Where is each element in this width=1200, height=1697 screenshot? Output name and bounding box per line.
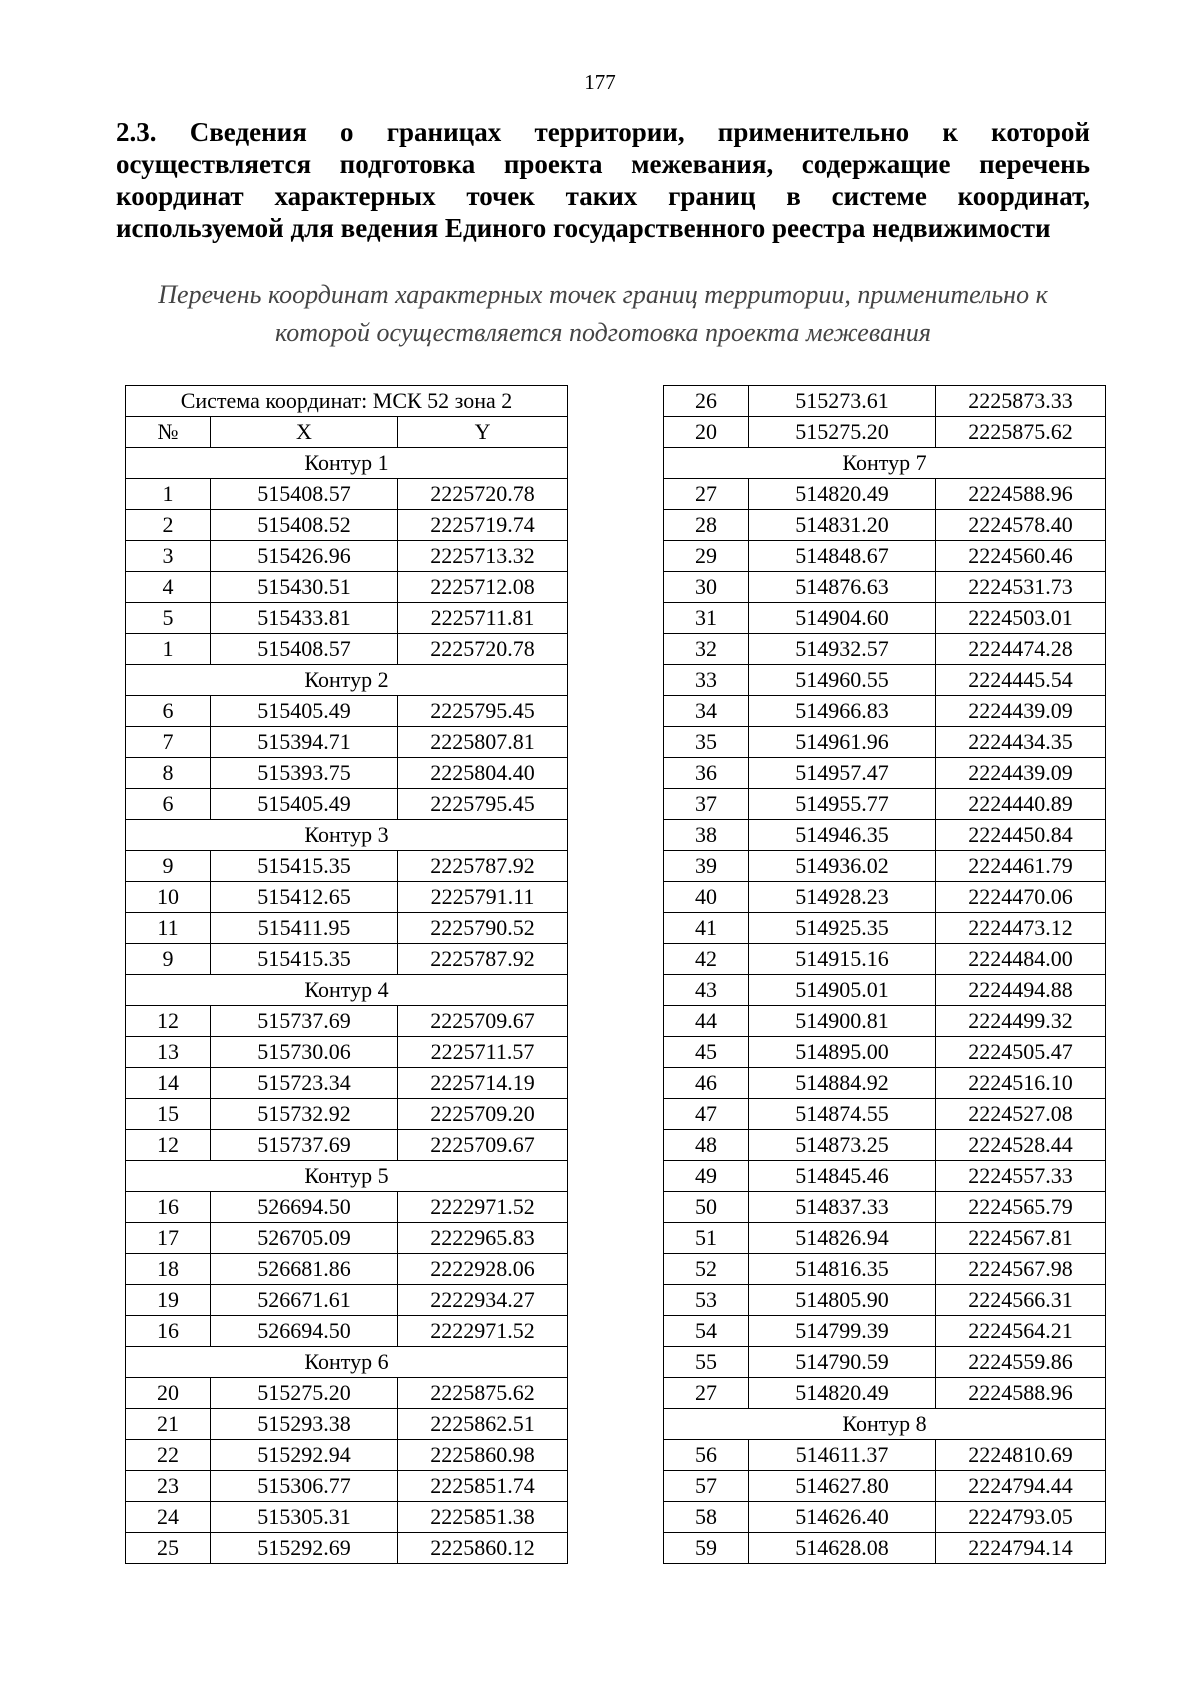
table-row <box>126 1192 568 1223</box>
x-coordinate-cell: 514904.60 <box>749 603 936 634</box>
table-row <box>126 851 568 882</box>
x-coordinate-cell: 515737.69 <box>211 1006 398 1037</box>
x-coordinate-cell: 515394.71 <box>211 727 398 758</box>
table-row <box>126 1440 568 1471</box>
x-coordinate-cell: 514816.35 <box>749 1254 936 1285</box>
y-coordinate-cell: 2224567.81 <box>936 1223 1106 1254</box>
point-number-cell: 17 <box>126 1223 211 1254</box>
point-number-cell: 12 <box>126 1130 211 1161</box>
point-number-cell: 1 <box>126 634 211 665</box>
point-number-cell: 36 <box>664 758 749 789</box>
x-coordinate-cell: 515730.06 <box>211 1037 398 1068</box>
y-coordinate-cell: 2224440.89 <box>936 789 1106 820</box>
table-row <box>664 510 1106 541</box>
contour-row <box>126 448 568 479</box>
y-coordinate-cell: 2222971.52 <box>398 1316 568 1347</box>
table-caption: Перечень координат характерных точек границ территории, применительно к которой осуществляется подготовка проекта межевания <box>158 280 1048 347</box>
table-row <box>664 1130 1106 1161</box>
x-coordinate-cell: 514820.49 <box>749 1378 936 1409</box>
table-row <box>126 913 568 944</box>
y-coordinate-cell: 2224516.10 <box>936 1068 1106 1099</box>
y-coordinate-cell: 2225851.38 <box>398 1502 568 1533</box>
table-row <box>126 1223 568 1254</box>
x-coordinate-cell: 515430.51 <box>211 572 398 603</box>
x-coordinate-cell: 515408.57 <box>211 634 398 665</box>
table-row <box>664 1037 1106 1068</box>
table-row <box>664 727 1106 758</box>
x-coordinate-cell: 514932.57 <box>749 634 936 665</box>
x-coordinate-cell: 515732.92 <box>211 1099 398 1130</box>
table-row <box>126 944 568 975</box>
y-coordinate-cell: 2225875.62 <box>936 417 1106 448</box>
y-coordinate-cell: 2225860.98 <box>398 1440 568 1471</box>
point-number-cell: 29 <box>664 541 749 572</box>
point-number-cell: 49 <box>664 1161 749 1192</box>
y-coordinate-cell: 2225851.74 <box>398 1471 568 1502</box>
y-coordinate-cell: 2225791.11 <box>398 882 568 913</box>
table-row <box>664 1378 1106 1409</box>
point-number-cell: 34 <box>664 696 749 727</box>
x-coordinate-cell: 515405.49 <box>211 789 398 820</box>
y-coordinate-cell: 2224793.05 <box>936 1502 1106 1533</box>
y-coordinate-cell: 2224505.47 <box>936 1037 1106 1068</box>
table-row <box>126 510 568 541</box>
point-number-cell: 37 <box>664 789 749 820</box>
point-number-cell: 3 <box>126 541 211 572</box>
y-coordinate-cell: 2225804.40 <box>398 758 568 789</box>
table-row <box>126 1037 568 1068</box>
x-coordinate-cell: 515273.61 <box>749 386 936 417</box>
table-row <box>126 1533 568 1564</box>
table-row <box>664 572 1106 603</box>
x-coordinate-cell: 514611.37 <box>749 1440 936 1471</box>
table-row <box>664 758 1106 789</box>
table-row <box>664 541 1106 572</box>
column-header-x: X <box>211 417 398 448</box>
x-coordinate-cell: 514626.40 <box>749 1502 936 1533</box>
y-coordinate-cell: 2225862.51 <box>398 1409 568 1440</box>
x-coordinate-cell: 514799.39 <box>749 1316 936 1347</box>
y-coordinate-cell: 2225720.78 <box>398 634 568 665</box>
point-number-cell: 10 <box>126 882 211 913</box>
point-number-cell: 20 <box>664 417 749 448</box>
table-row <box>664 603 1106 634</box>
y-coordinate-cell: 2224578.40 <box>936 510 1106 541</box>
x-coordinate-cell: 515275.20 <box>749 417 936 448</box>
x-coordinate-cell: 514848.67 <box>749 541 936 572</box>
x-coordinate-cell: 526705.09 <box>211 1223 398 1254</box>
column-header-y: Y <box>398 417 568 448</box>
point-number-cell: 24 <box>126 1502 211 1533</box>
table-row <box>126 572 568 603</box>
y-coordinate-cell: 2224560.46 <box>936 541 1106 572</box>
x-coordinate-cell: 514876.63 <box>749 572 936 603</box>
table-row <box>126 1409 568 1440</box>
point-number-cell: 8 <box>126 758 211 789</box>
x-coordinate-cell: 514957.47 <box>749 758 936 789</box>
table-row <box>664 944 1106 975</box>
y-coordinate-cell: 2224439.09 <box>936 696 1106 727</box>
y-coordinate-cell: 2224499.32 <box>936 1006 1106 1037</box>
x-coordinate-cell: 514845.46 <box>749 1161 936 1192</box>
point-number-cell: 21 <box>126 1409 211 1440</box>
y-coordinate-cell: 2225720.78 <box>398 479 568 510</box>
point-number-cell: 41 <box>664 913 749 944</box>
table-row <box>664 975 1106 1006</box>
table-row <box>126 479 568 510</box>
y-coordinate-cell: 2224470.06 <box>936 882 1106 913</box>
y-coordinate-cell: 2224588.96 <box>936 1378 1106 1409</box>
point-number-cell: 18 <box>126 1254 211 1285</box>
table-row <box>126 727 568 758</box>
point-number-cell: 2 <box>126 510 211 541</box>
point-number-cell: 48 <box>664 1130 749 1161</box>
x-coordinate-cell: 515306.77 <box>211 1471 398 1502</box>
table-row <box>664 1006 1106 1037</box>
contour-label: Контур 5 <box>126 1161 568 1192</box>
point-number-cell: 19 <box>126 1285 211 1316</box>
point-number-cell: 25 <box>126 1533 211 1564</box>
point-number-cell: 16 <box>126 1192 211 1223</box>
table-row <box>126 696 568 727</box>
point-number-cell: 11 <box>126 913 211 944</box>
point-number-cell: 39 <box>664 851 749 882</box>
header-row <box>126 417 568 448</box>
page-number: 177 <box>584 70 616 94</box>
table-row <box>664 479 1106 510</box>
x-coordinate-cell: 514900.81 <box>749 1006 936 1037</box>
x-coordinate-cell: 514905.01 <box>749 975 936 1006</box>
x-coordinate-cell: 526694.50 <box>211 1192 398 1223</box>
table-row <box>664 1347 1106 1378</box>
table-row <box>664 913 1106 944</box>
y-coordinate-cell: 2224527.08 <box>936 1099 1106 1130</box>
table-row <box>664 665 1106 696</box>
point-number-cell: 44 <box>664 1006 749 1037</box>
y-coordinate-cell: 2225714.19 <box>398 1068 568 1099</box>
table-row <box>664 1533 1106 1564</box>
x-coordinate-cell: 514946.35 <box>749 820 936 851</box>
x-coordinate-cell: 514790.59 <box>749 1347 936 1378</box>
y-coordinate-cell: 2225713.32 <box>398 541 568 572</box>
point-number-cell: 51 <box>664 1223 749 1254</box>
table-row <box>126 1285 568 1316</box>
x-coordinate-cell: 515408.57 <box>211 479 398 510</box>
point-number-cell: 46 <box>664 1068 749 1099</box>
y-coordinate-cell: 2225787.92 <box>398 944 568 975</box>
contour-row <box>664 1409 1106 1440</box>
x-coordinate-cell: 514960.55 <box>749 665 936 696</box>
table-row <box>664 1192 1106 1223</box>
x-coordinate-cell: 515415.35 <box>211 851 398 882</box>
table-row <box>664 1502 1106 1533</box>
point-number-cell: 16 <box>126 1316 211 1347</box>
point-number-cell: 9 <box>126 944 211 975</box>
x-coordinate-cell: 514928.23 <box>749 882 936 913</box>
table-row <box>126 1130 568 1161</box>
point-number-cell: 38 <box>664 820 749 851</box>
y-coordinate-cell: 2225807.81 <box>398 727 568 758</box>
table-row <box>126 1006 568 1037</box>
point-number-cell: 42 <box>664 944 749 975</box>
x-coordinate-cell: 514915.16 <box>749 944 936 975</box>
coordinates-table-left <box>125 385 568 1564</box>
table-row <box>664 417 1106 448</box>
x-coordinate-cell: 514628.08 <box>749 1533 936 1564</box>
x-coordinate-cell: 515433.81 <box>211 603 398 634</box>
y-coordinate-cell: 2224565.79 <box>936 1192 1106 1223</box>
y-coordinate-cell: 2224473.12 <box>936 913 1106 944</box>
table-row <box>664 1099 1106 1130</box>
x-coordinate-cell: 515405.49 <box>211 696 398 727</box>
x-coordinate-cell: 526694.50 <box>211 1316 398 1347</box>
y-coordinate-cell: 2224531.73 <box>936 572 1106 603</box>
table-row <box>126 1068 568 1099</box>
point-number-cell: 14 <box>126 1068 211 1099</box>
table-row <box>664 820 1106 851</box>
x-coordinate-cell: 514955.77 <box>749 789 936 820</box>
table-row <box>126 789 568 820</box>
x-coordinate-cell: 515412.65 <box>211 882 398 913</box>
y-coordinate-cell: 2225719.74 <box>398 510 568 541</box>
table-row <box>664 1440 1106 1471</box>
contour-row <box>664 448 1106 479</box>
x-coordinate-cell: 514961.96 <box>749 727 936 758</box>
x-coordinate-cell: 515737.69 <box>211 1130 398 1161</box>
contour-label: Контур 4 <box>126 975 568 1006</box>
point-number-cell: 27 <box>664 1378 749 1409</box>
point-number-cell: 6 <box>126 696 211 727</box>
point-number-cell: 59 <box>664 1533 749 1564</box>
point-number-cell: 12 <box>126 1006 211 1037</box>
point-number-cell: 27 <box>664 479 749 510</box>
y-coordinate-cell: 2224588.96 <box>936 479 1106 510</box>
point-number-cell: 26 <box>664 386 749 417</box>
y-coordinate-cell: 2225709.20 <box>398 1099 568 1130</box>
x-coordinate-cell: 515415.35 <box>211 944 398 975</box>
x-coordinate-cell: 514874.55 <box>749 1099 936 1130</box>
table-row <box>126 1502 568 1533</box>
point-number-cell: 1 <box>126 479 211 510</box>
point-number-cell: 58 <box>664 1502 749 1533</box>
y-coordinate-cell: 2225709.67 <box>398 1006 568 1037</box>
y-coordinate-cell: 2225875.62 <box>398 1378 568 1409</box>
x-coordinate-cell: 514966.83 <box>749 696 936 727</box>
table-row <box>664 696 1106 727</box>
y-coordinate-cell: 2224557.33 <box>936 1161 1106 1192</box>
y-coordinate-cell: 2222965.83 <box>398 1223 568 1254</box>
x-coordinate-cell: 514831.20 <box>749 510 936 541</box>
point-number-cell: 4 <box>126 572 211 603</box>
column-header-number: № <box>126 417 211 448</box>
point-number-cell: 28 <box>664 510 749 541</box>
x-coordinate-cell: 514805.90 <box>749 1285 936 1316</box>
point-number-cell: 33 <box>664 665 749 696</box>
point-number-cell: 23 <box>126 1471 211 1502</box>
x-coordinate-cell: 515408.52 <box>211 510 398 541</box>
table-row <box>126 758 568 789</box>
point-number-cell: 20 <box>126 1378 211 1409</box>
contour-label: Контур 7 <box>664 448 1106 479</box>
table-row <box>664 1316 1106 1347</box>
x-coordinate-cell: 515292.94 <box>211 1440 398 1471</box>
y-coordinate-cell: 2225790.52 <box>398 913 568 944</box>
point-number-cell: 50 <box>664 1192 749 1223</box>
y-coordinate-cell: 2224564.21 <box>936 1316 1106 1347</box>
y-coordinate-cell: 2224528.44 <box>936 1130 1106 1161</box>
x-coordinate-cell: 514837.33 <box>749 1192 936 1223</box>
y-coordinate-cell: 2222971.52 <box>398 1192 568 1223</box>
point-number-cell: 53 <box>664 1285 749 1316</box>
contour-row <box>126 820 568 851</box>
point-number-cell: 40 <box>664 882 749 913</box>
table-row <box>664 1068 1106 1099</box>
x-coordinate-cell: 515275.20 <box>211 1378 398 1409</box>
point-number-cell: 30 <box>664 572 749 603</box>
table-row <box>664 634 1106 665</box>
x-coordinate-cell: 515293.38 <box>211 1409 398 1440</box>
x-coordinate-cell: 514820.49 <box>749 479 936 510</box>
y-coordinate-cell: 2224567.98 <box>936 1254 1106 1285</box>
contour-row <box>126 665 568 696</box>
contour-label: Контур 6 <box>126 1347 568 1378</box>
section-heading: 2.3. Сведения о границах территории, применительно к которой осуществляется подготовка проекта межевания, содержащие перечень координат характерных точек таких границ в системе координат, используемой для ведения Единого государственного реестра недвижимости <box>116 117 1090 243</box>
table-row <box>664 1285 1106 1316</box>
contour-row <box>126 1347 568 1378</box>
y-coordinate-cell: 2225860.12 <box>398 1533 568 1564</box>
point-number-cell: 55 <box>664 1347 749 1378</box>
y-coordinate-cell: 2224810.69 <box>936 1440 1106 1471</box>
contour-label: Контур 8 <box>664 1409 1106 1440</box>
y-coordinate-cell: 2225711.57 <box>398 1037 568 1068</box>
x-coordinate-cell: 515723.34 <box>211 1068 398 1099</box>
y-coordinate-cell: 2225795.45 <box>398 696 568 727</box>
table-row <box>664 386 1106 417</box>
y-coordinate-cell: 2224474.28 <box>936 634 1106 665</box>
y-coordinate-cell: 2225712.08 <box>398 572 568 603</box>
y-coordinate-cell: 2224494.88 <box>936 975 1106 1006</box>
x-coordinate-cell: 514936.02 <box>749 851 936 882</box>
point-number-cell: 56 <box>664 1440 749 1471</box>
table-row <box>126 603 568 634</box>
y-coordinate-cell: 2225709.67 <box>398 1130 568 1161</box>
point-number-cell: 5 <box>126 603 211 634</box>
y-coordinate-cell: 2225873.33 <box>936 386 1106 417</box>
table-row <box>126 541 568 572</box>
table-row <box>664 1471 1106 1502</box>
table-row <box>126 1316 568 1347</box>
x-coordinate-cell: 515292.69 <box>211 1533 398 1564</box>
y-coordinate-cell: 2224566.31 <box>936 1285 1106 1316</box>
x-coordinate-cell: 514884.92 <box>749 1068 936 1099</box>
point-number-cell: 31 <box>664 603 749 634</box>
y-coordinate-cell: 2224450.84 <box>936 820 1106 851</box>
y-coordinate-cell: 2224461.79 <box>936 851 1106 882</box>
x-coordinate-cell: 526681.86 <box>211 1254 398 1285</box>
y-coordinate-cell: 2222934.27 <box>398 1285 568 1316</box>
table-row <box>664 789 1106 820</box>
x-coordinate-cell: 515305.31 <box>211 1502 398 1533</box>
system-row <box>126 386 568 417</box>
table-row <box>126 1471 568 1502</box>
x-coordinate-cell: 515426.96 <box>211 541 398 572</box>
point-number-cell: 7 <box>126 727 211 758</box>
x-coordinate-cell: 514925.35 <box>749 913 936 944</box>
point-number-cell: 13 <box>126 1037 211 1068</box>
y-coordinate-cell: 2225787.92 <box>398 851 568 882</box>
y-coordinate-cell: 2224794.14 <box>936 1533 1106 1564</box>
contour-label: Контур 1 <box>126 448 568 479</box>
y-coordinate-cell: 2224484.00 <box>936 944 1106 975</box>
x-coordinate-cell: 526671.61 <box>211 1285 398 1316</box>
table-row <box>664 1254 1106 1285</box>
table-row <box>126 634 568 665</box>
contour-label: Контур 2 <box>126 665 568 696</box>
table-row <box>664 882 1106 913</box>
x-coordinate-cell: 515411.95 <box>211 913 398 944</box>
table-row <box>126 882 568 913</box>
point-number-cell: 35 <box>664 727 749 758</box>
y-coordinate-cell: 2224439.09 <box>936 758 1106 789</box>
x-coordinate-cell: 515393.75 <box>211 758 398 789</box>
coordinate-system-label: Система координат: МСК 52 зона 2 <box>126 386 568 417</box>
y-coordinate-cell: 2224434.35 <box>936 727 1106 758</box>
point-number-cell: 45 <box>664 1037 749 1068</box>
y-coordinate-cell: 2224503.01 <box>936 603 1106 634</box>
point-number-cell: 43 <box>664 975 749 1006</box>
table-row <box>664 1223 1106 1254</box>
coordinates-table-right <box>663 385 1106 1564</box>
contour-row <box>126 1161 568 1192</box>
x-coordinate-cell: 514627.80 <box>749 1471 936 1502</box>
table-row <box>664 851 1106 882</box>
x-coordinate-cell: 514895.00 <box>749 1037 936 1068</box>
point-number-cell: 9 <box>126 851 211 882</box>
point-number-cell: 47 <box>664 1099 749 1130</box>
point-number-cell: 22 <box>126 1440 211 1471</box>
table-row <box>126 1378 568 1409</box>
y-coordinate-cell: 2224445.54 <box>936 665 1106 696</box>
table-row <box>126 1099 568 1130</box>
y-coordinate-cell: 2222928.06 <box>398 1254 568 1285</box>
contour-label: Контур 3 <box>126 820 568 851</box>
point-number-cell: 57 <box>664 1471 749 1502</box>
y-coordinate-cell: 2225711.81 <box>398 603 568 634</box>
point-number-cell: 32 <box>664 634 749 665</box>
point-number-cell: 54 <box>664 1316 749 1347</box>
contour-row <box>126 975 568 1006</box>
point-number-cell: 15 <box>126 1099 211 1130</box>
point-number-cell: 52 <box>664 1254 749 1285</box>
y-coordinate-cell: 2224559.86 <box>936 1347 1106 1378</box>
y-coordinate-cell: 2225795.45 <box>398 789 568 820</box>
table-row <box>664 1161 1106 1192</box>
y-coordinate-cell: 2224794.44 <box>936 1471 1106 1502</box>
x-coordinate-cell: 514826.94 <box>749 1223 936 1254</box>
point-number-cell: 6 <box>126 789 211 820</box>
table-row <box>126 1254 568 1285</box>
x-coordinate-cell: 514873.25 <box>749 1130 936 1161</box>
